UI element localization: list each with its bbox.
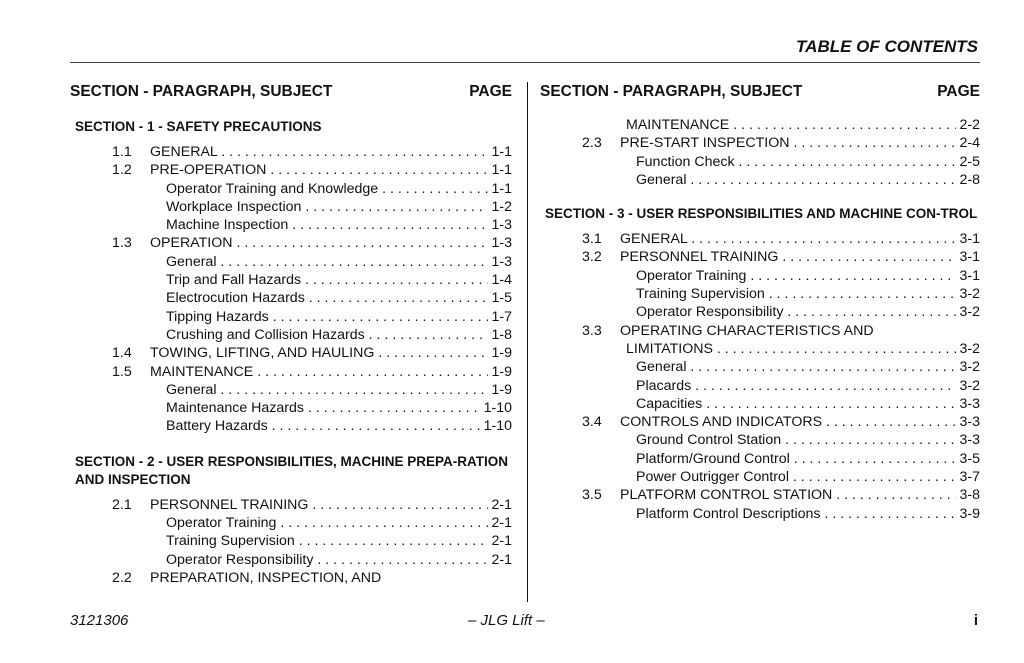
- toc-entry[interactable]: [70, 399, 512, 417]
- toc-entry-page: 2-5: [959, 153, 980, 170]
- toc-entry-title: MAINTENANCE . . .: [150, 363, 488, 381]
- toc-entry-page: 1-3: [491, 217, 512, 234]
- toc-entry-page: 3-1: [959, 231, 980, 248]
- toc-entry[interactable]: [540, 468, 980, 486]
- toc-entry-page: 3-3: [959, 432, 980, 449]
- toc-entry-page: 3-2: [959, 377, 980, 394]
- toc-entry-title: TOWING, LIFTING, AND HAULING . . .: [150, 344, 488, 362]
- toc-entry-title: Tipping Hazards . . .: [166, 308, 488, 326]
- footer-doc-number: 3121306: [70, 612, 129, 629]
- toc-entry[interactable]: [70, 308, 512, 326]
- toc-entry-page: 3-2: [959, 286, 980, 303]
- toc-entry-title: General . . .: [636, 171, 956, 189]
- column-header-page: PAGE: [937, 83, 980, 100]
- column-header: [540, 82, 980, 106]
- toc-entry-title: General . . .: [636, 358, 956, 376]
- toc-entry[interactable]: [540, 267, 980, 285]
- toc-entry-title: PRE-START INSPECTION . . .: [620, 134, 956, 152]
- toc-entry[interactable]: [540, 413, 980, 431]
- toc-entry-title: Training Supervision . . .: [636, 285, 956, 303]
- toc-entry-page: 3-7: [959, 469, 980, 486]
- toc-entry-title: Battery Hazards . . .: [166, 417, 481, 435]
- toc-entry-page: 1-9: [491, 345, 512, 362]
- toc-entry-title: General . . .: [166, 381, 488, 399]
- toc-entry-page: 3-8: [959, 487, 980, 504]
- toc-entry[interactable]: [70, 569, 512, 587]
- toc-entry-page: 2-1: [491, 496, 512, 513]
- toc-entry-number: 2.1: [112, 496, 132, 513]
- toc-entry[interactable]: [540, 431, 980, 449]
- toc-entry[interactable]: [540, 377, 980, 395]
- toc-entry-page: 2-1: [491, 515, 512, 532]
- toc-entry-title: PREPARATION, INSPECTION, AND: [150, 569, 382, 586]
- toc-entry-page: 3-1: [959, 249, 980, 266]
- toc-entry[interactable]: [70, 514, 512, 532]
- toc-entry-title: Platform/Ground Control . . .: [636, 450, 956, 468]
- toc-entry-title: PLATFORM CONTROL STATION . . .: [620, 486, 956, 504]
- toc-entry-number: 3.3: [582, 322, 602, 339]
- toc-entry[interactable]: [540, 171, 980, 189]
- section-heading: SECTION - 1 - SAFETY PRECAUTIONS: [75, 119, 322, 134]
- section-heading: SECTION - 3 - USER RESPONSIBILITIES AND MACHINE CON-TROL: [545, 206, 978, 222]
- toc-entry[interactable]: [70, 216, 512, 234]
- toc-entry[interactable]: [70, 363, 512, 381]
- toc-entry[interactable]: [540, 322, 980, 340]
- toc-entry[interactable]: [540, 248, 980, 266]
- column-divider: [527, 82, 528, 602]
- toc-entry-title: GENERAL . . .: [620, 230, 956, 248]
- toc-entry[interactable]: [540, 340, 980, 358]
- toc-entry[interactable]: [70, 326, 512, 344]
- column-header-page: PAGE: [469, 83, 512, 100]
- toc-entry-title: Capacities . . .: [636, 395, 956, 413]
- toc-entry-title: MAINTENANCE . . .: [626, 116, 956, 134]
- toc-entry-page: 3-2: [959, 359, 980, 376]
- toc-entry[interactable]: [540, 153, 980, 171]
- toc-entry[interactable]: [70, 289, 512, 307]
- toc-entry[interactable]: [70, 143, 512, 161]
- toc-entry-page: 2-1: [491, 533, 512, 550]
- footer-page-number: i: [973, 612, 978, 629]
- toc-entry-title: GENERAL . . .: [150, 143, 488, 161]
- toc-entry-page: 1-9: [491, 363, 512, 380]
- toc-entry-page: 3-3: [959, 414, 980, 431]
- section-heading: SECTION - 2 - USER RESPONSIBILITIES, MACHINE PREPA-RATION AND INSPECTION: [75, 453, 509, 487]
- toc-entry-number: 1.1: [112, 144, 132, 160]
- toc-entry-title: PRE-OPERATION . . .: [150, 161, 488, 179]
- toc-entry-title: Training Supervision . . .: [166, 532, 488, 550]
- toc-entry-title: Placards . . .: [636, 377, 956, 395]
- toc-entry-number: 3.2: [582, 249, 602, 266]
- toc-entry-page: 1-10: [483, 418, 512, 435]
- toc-entry[interactable]: [70, 496, 512, 514]
- toc-entry-page: 1-4: [491, 272, 512, 289]
- toc-entry-title: Operator Training . . .: [166, 514, 488, 532]
- toc-entry-title: Electrocution Hazards . . .: [166, 289, 488, 307]
- toc-entry-title: General . . .: [166, 253, 488, 271]
- toc-entry-number: 2.3: [582, 135, 602, 152]
- toc-entry-title: Platform Control Descriptions . . .: [636, 505, 956, 523]
- toc-entry-title: Function Check . . .: [636, 153, 956, 171]
- toc-entry-number: 3.5: [582, 487, 602, 504]
- toc-entry[interactable]: [70, 253, 512, 271]
- toc-entry-page: 2-2: [959, 117, 980, 133]
- toc-entry-page: 2-1: [491, 551, 512, 568]
- toc-entry-page: 1-3: [491, 253, 512, 270]
- toc-entry-title: Operator Training . . .: [636, 267, 956, 285]
- toc-entry-title: OPERATION . . .: [150, 234, 488, 252]
- toc-entry-title: PERSONNEL TRAINING . . .: [620, 248, 956, 266]
- toc-entry-page: 1-1: [491, 144, 512, 160]
- toc-entry[interactable]: [540, 303, 980, 321]
- toc-entry[interactable]: [70, 234, 512, 252]
- toc-entry-number: 1.5: [112, 363, 132, 380]
- toc-entry-page: 2-4: [959, 135, 980, 152]
- toc-entry[interactable]: [70, 198, 512, 216]
- toc-entry[interactable]: [540, 285, 980, 303]
- toc-entry[interactable]: [70, 381, 512, 399]
- toc-entry-page: 3-2: [959, 304, 980, 321]
- toc-entry-number: 3.1: [582, 231, 602, 248]
- column-header: [70, 82, 512, 106]
- toc-entry-page: 1-10: [483, 400, 512, 417]
- toc-entry-title: CONTROLS AND INDICATORS . . .: [620, 413, 956, 431]
- toc-entry[interactable]: [70, 161, 512, 179]
- footer-product: – JLG Lift –: [468, 612, 545, 629]
- toc-entry-page: 1-2: [491, 198, 512, 215]
- toc-entry-title: Trip and Fall Hazards . . .: [166, 271, 488, 289]
- toc-entry[interactable]: [540, 486, 980, 504]
- toc-entry-title: PERSONNEL TRAINING . . .: [150, 496, 488, 514]
- toc-entry[interactable]: [540, 230, 980, 248]
- toc-entry[interactable]: [540, 395, 980, 413]
- toc-entry[interactable]: [70, 551, 512, 569]
- toc-entry[interactable]: [70, 344, 512, 362]
- toc-entry-number: 2.2: [112, 569, 132, 586]
- toc-entry-title: Crushing and Collision Hazards . . .: [166, 326, 488, 344]
- header-rule: [70, 62, 980, 63]
- toc-entry-page: 3-2: [959, 340, 980, 357]
- toc-entry-title: Ground Control Station . . .: [636, 431, 956, 449]
- toc-entry[interactable]: [540, 450, 980, 468]
- toc-entry-page: 3-9: [959, 505, 980, 522]
- toc-entry-page: 1-9: [491, 381, 512, 398]
- toc-entry-page: 3-5: [959, 450, 980, 467]
- toc-entry[interactable]: [540, 358, 980, 376]
- toc-entry-page: 2-8: [959, 171, 980, 188]
- column-header-subject: SECTION - PARAGRAPH, SUBJECT: [70, 83, 333, 100]
- toc-entry-number: 1.2: [112, 162, 132, 179]
- toc-entry-title: Workplace Inspection . . .: [166, 198, 488, 216]
- page-title: TABLE OF CONTENTS: [796, 37, 978, 56]
- toc-entry-title: Maintenance Hazards . . .: [166, 399, 481, 417]
- toc-entry-title: OPERATING CHARACTERISTICS AND: [620, 322, 874, 339]
- toc-entry-page: 3-1: [959, 267, 980, 284]
- toc-entry[interactable]: [540, 134, 980, 152]
- toc-entry-title: Machine Inspection . . .: [166, 216, 488, 234]
- toc-entry[interactable]: [70, 417, 512, 435]
- toc-column-left: [70, 82, 512, 587]
- toc-entry-title: Power Outrigger Control . . .: [636, 468, 956, 486]
- toc-entry[interactable]: [70, 532, 512, 550]
- toc-entry-page: 1-3: [491, 235, 512, 252]
- toc-entry[interactable]: [540, 116, 980, 134]
- toc-entry-title: Operator Responsibility . . .: [166, 551, 488, 569]
- toc-entry-page: 1-7: [491, 308, 512, 325]
- toc-entry[interactable]: [70, 271, 512, 289]
- toc-entry-title: Operator Responsibility . . .: [636, 303, 956, 321]
- toc-entry[interactable]: [70, 180, 512, 198]
- toc-entry-number: 3.4: [582, 414, 602, 431]
- toc-entry-page: 3-3: [959, 395, 980, 412]
- toc-entry-page: 1-8: [491, 326, 512, 343]
- toc-entry-page: 1-1: [491, 162, 512, 179]
- toc-entry-title: LIMITATIONS . . .: [626, 340, 956, 358]
- toc-entry-number: 1.3: [112, 235, 132, 252]
- column-header-subject: SECTION - PARAGRAPH, SUBJECT: [540, 83, 803, 100]
- toc-column-right: [540, 82, 980, 523]
- toc-entry[interactable]: [540, 505, 980, 523]
- toc-entry-page: 1-5: [491, 290, 512, 307]
- toc-entry-page: 1-1: [491, 180, 512, 197]
- toc-entry-title: Operator Training and Knowledge . . .: [166, 180, 488, 198]
- toc-entry-number: 1.4: [112, 345, 132, 362]
